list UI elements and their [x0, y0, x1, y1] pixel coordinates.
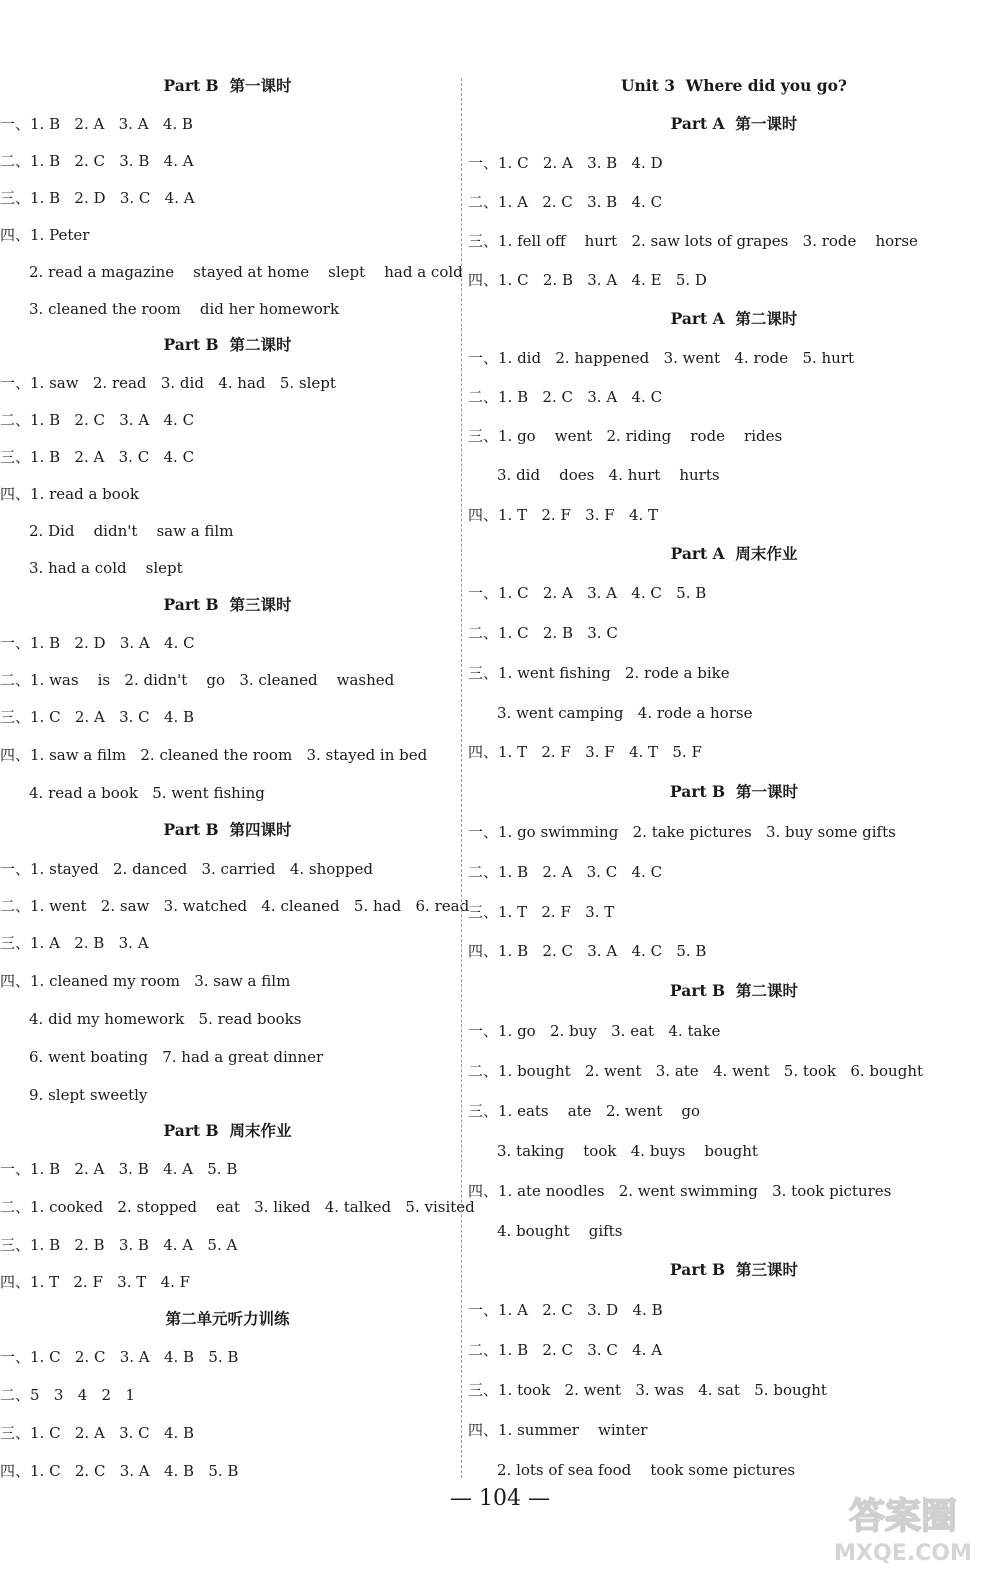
column-divider [461, 78, 462, 1478]
answer-line: 4. bought gifts [497, 1222, 623, 1240]
section-heading: Part B 第二课时 [670, 981, 798, 1000]
answer-line: 一、1. go swimming 2. take pictures 3. buy some gifts [468, 823, 896, 841]
answer-line: 四、1. C 2. C 3. A 4. B 5. B [0, 1462, 239, 1480]
answer-line: 四、1. read a book [0, 485, 139, 503]
watermark-logo [818, 1488, 988, 1566]
section-heading: Part B 第二课时 [163, 335, 292, 354]
section-heading: Part B 第三课时 [163, 595, 292, 614]
section-heading: Part B 第一课时 [670, 782, 798, 801]
answer-line: 二、1. went 2. saw 3. watched 4. cleaned 5. had 6. read [0, 897, 470, 915]
section-heading: 第二单元听力训练 [165, 1309, 290, 1328]
page-number: — 104 — [450, 1486, 550, 1511]
answer-line: 三、1. C 2. A 3. C 4. B [0, 708, 195, 726]
answer-line: 四、1. ate noodles 2. went swimming 3. took pictures [468, 1182, 892, 1200]
answer-line: 6. went boating 7. had a great dinner [29, 1048, 324, 1066]
answer-line: 四、1. cleaned my room 3. saw a film [0, 972, 291, 990]
section-heading: Part B 周末作业 [163, 1121, 292, 1140]
answer-line: 2. Did didn't saw a film [29, 522, 234, 540]
answer-line: 三、1. B 2. A 3. C 4. C [0, 448, 195, 466]
answer-line: 二、1. bought 2. went 3. ate 4. went 5. took 6. bought [468, 1062, 924, 1080]
section-heading: Part B 第一课时 [163, 76, 292, 95]
answer-line: 3. taking took 4. buys bought [497, 1142, 758, 1160]
answer-line: 四、1. B 2. C 3. A 4. C 5. B [468, 942, 707, 960]
answer-line: 3. went camping 4. rode a horse [497, 704, 753, 722]
answer-line: 三、1. went fishing 2. rode a bike [468, 664, 730, 682]
answer-line: 四、1. T 2. F 3. T 4. F [0, 1273, 191, 1291]
answer-line: 二、1. cooked 2. stopped eat 3. liked 4. talked 5. visited [0, 1198, 475, 1216]
answer-line: 二、1. A 2. C 3. B 4. C [468, 193, 663, 211]
watermark-text: 答案圈 [848, 1496, 958, 1537]
answer-line: 四、1. saw a film 2. cleaned the room 3. stayed in bed [0, 746, 428, 764]
answer-line: 二、1. B 2. A 3. C 4. C [468, 863, 663, 881]
answer-line: 三、1. took 2. went 3. was 4. sat 5. bought [468, 1381, 827, 1399]
answer-line: 三、1. eats ate 2. went go [468, 1102, 701, 1120]
answer-line: 一、1. A 2. C 3. D 4. B [468, 1301, 663, 1319]
answer-line: 三、1. B 2. B 3. B 4. A 5. A [0, 1236, 238, 1254]
answer-line: 二、1. B 2. C 3. A 4. C [0, 411, 195, 429]
answer-line: 3. cleaned the room did her homework [29, 300, 340, 318]
section-heading: Part B 第四课时 [163, 820, 292, 839]
answer-line: 三、1. C 2. A 3. C 4. B [0, 1424, 195, 1442]
section-heading: Unit 3 Where did you go? [621, 76, 847, 95]
answer-line: 一、1. stayed 2. danced 3. carried 4. shopped [0, 860, 373, 878]
answer-line: 一、1. C 2. A 3. A 4. C 5. B [468, 584, 707, 602]
section-heading: Part A 第一课时 [670, 114, 798, 133]
answer-line: 二、1. C 2. B 3. C [468, 624, 618, 642]
answer-line: 4. read a book 5. went fishing [29, 784, 265, 802]
section-heading: Part B 第三课时 [670, 1260, 798, 1279]
watermark-url: MXQE.COM [834, 1541, 972, 1566]
answer-line: 4. did my homework 5. read books [29, 1010, 302, 1028]
answer-line: 一、1. saw 2. read 3. did 4. had 5. slept [0, 374, 336, 392]
answer-line: 一、1. go 2. buy 3. eat 4. take [468, 1022, 721, 1040]
answer-line: 二、1. was is 2. didn't go 3. cleaned washed [0, 671, 395, 689]
answer-line: 四、1. Peter [0, 226, 90, 244]
answer-line: 三、1. A 2. B 3. A [0, 934, 149, 952]
answer-line: 二、1. B 2. C 3. C 4. A [468, 1341, 663, 1359]
answer-line: 一、1. B 2. A 3. A 4. B [0, 115, 193, 133]
answer-line: 一、1. C 2. A 3. B 4. D [468, 154, 663, 172]
section-heading: Part A 周末作业 [670, 544, 798, 563]
answer-line: 一、1. B 2. A 3. B 4. A 5. B [0, 1160, 238, 1178]
answer-line: 9. slept sweetly [29, 1086, 148, 1104]
answer-line: 3. did does 4. hurt hurts [497, 466, 720, 484]
answer-line: 四、1. T 2. F 3. F 4. T 5. F [468, 743, 702, 761]
answer-line: 3. had a cold slept [29, 559, 183, 577]
answer-line: 二、5 3 4 2 1 [0, 1386, 135, 1404]
answer-line: 四、1. summer winter [468, 1421, 648, 1439]
answer-line: 一、1. B 2. D 3. A 4. C [0, 634, 195, 652]
answer-line: 一、1. did 2. happened 3. went 4. rode 5. hurt [468, 349, 855, 367]
answer-line: 四、1. T 2. F 3. F 4. T [468, 506, 659, 524]
answer-line: 2. lots of sea food took some pictures [497, 1461, 796, 1479]
answer-line: 三、1. B 2. D 3. C 4. A [0, 189, 195, 207]
answer-line: 三、1. go went 2. riding rode rides [468, 427, 783, 445]
answer-line: 三、1. fell off hurt 2. saw lots of grapes 3. rode horse [468, 232, 918, 250]
answer-line: 三、1. T 2. F 3. T [468, 903, 615, 921]
answer-line: 二、1. B 2. C 3. B 4. A [0, 152, 194, 170]
answer-line: 四、1. C 2. B 3. A 4. E 5. D [468, 271, 707, 289]
section-heading: Part A 第二课时 [670, 309, 798, 328]
answer-line: 二、1. B 2. C 3. A 4. C [468, 388, 663, 406]
answer-line: 一、1. C 2. C 3. A 4. B 5. B [0, 1348, 239, 1366]
answer-line: 2. read a magazine stayed at home slept had a cold [29, 263, 463, 281]
